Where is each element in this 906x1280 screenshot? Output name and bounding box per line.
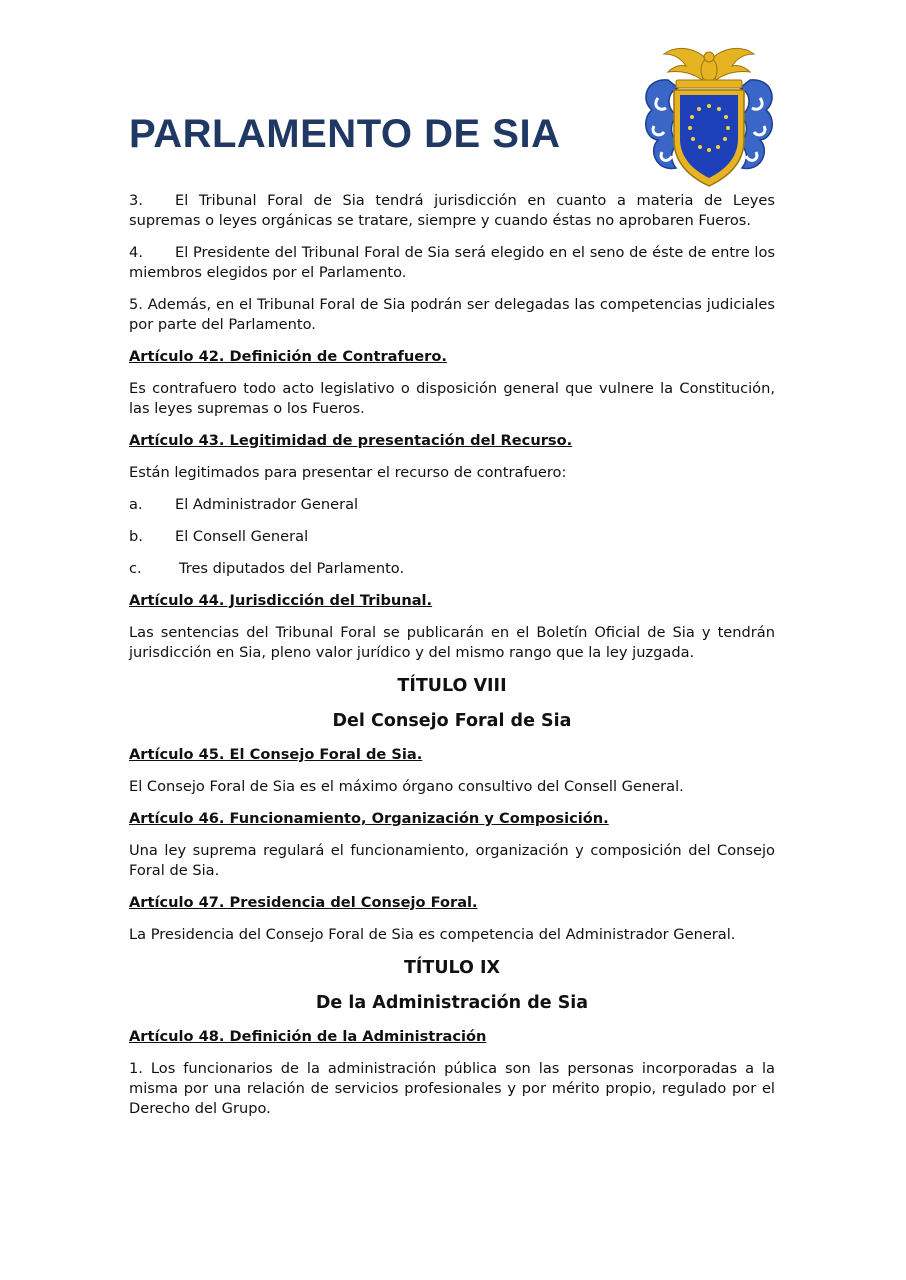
- title-ix-subheading: De la Administración de Sia: [315, 993, 589, 1013]
- page-title: PARLAMENTO DE SIA: [129, 112, 561, 156]
- title-viii-heading: TÍTULO VIII: [397, 676, 507, 696]
- title-viii-subheading: Del Consejo Foral de Sia: [332, 711, 572, 731]
- article-46-heading: Artículo 46. Funcionamiento, Organización y Composición.: [129, 810, 609, 827]
- article-43-heading: Artículo 43. Legitimidad de presentación del Recurso.: [129, 432, 573, 449]
- article-43-intro: Están legitimados para presentar el recurso de contrafuero:: [129, 464, 567, 481]
- article-44-heading: Artículo 44. Jurisdicción del Tribunal.: [129, 592, 433, 609]
- coat-of-arms-icon: [638, 40, 780, 188]
- article-42-heading: Artículo 42. Definición de Contrafuero.: [129, 348, 447, 365]
- article-44-text: Las sentencias del Tribunal Foral se publicarán en el Boletín Oficial de Sia y tendrán jurisdicción en Sia, pleno valor jurídico y del mismo rango que la ley juzgada.: [129, 624, 775, 661]
- paragraph-3: 3. El Tribunal Foral de Sia tendrá jurisdicción en cuanto a materia de Leyes supremas o leyes orgánicas se tratare, siempre y cuando éstas no aprobaren Fueros.: [129, 192, 775, 229]
- article-47-heading: Artículo 47. Presidencia del Consejo Foral.: [129, 894, 478, 911]
- article-48-text: 1. Los funcionarios de la administración pública son las personas incorporadas a la misma por una relación de servicios profesionales y por mérito propio, regulado por el Derecho del Grupo.: [129, 1060, 775, 1117]
- paragraph-4: 4. El Presidente del Tribunal Foral de Sia será elegido en el seno de éste de entre los miembros elegidos por el Parlamento.: [129, 244, 775, 281]
- article-46-text: Una ley suprema regulará el funcionamiento, organización y composición del Consejo Foral de Sia.: [129, 842, 775, 879]
- title-ix-heading: TÍTULO IX: [403, 958, 501, 978]
- document-body: [129, 191, 775, 1131]
- article-47-text: La Presidencia del Consejo Foral de Sia es competencia del Administrador General.: [129, 926, 736, 943]
- article-45-text: El Consejo Foral de Sia es el máximo órgano consultivo del Consell General.: [129, 778, 684, 795]
- article-45-heading: Artículo 45. El Consejo Foral de Sia.: [129, 746, 423, 763]
- article-48-heading: Artículo 48. Definición de la Administración: [129, 1028, 487, 1045]
- list-item: b. El Consell General: [129, 528, 309, 545]
- paragraph-5: 5. Además, en el Tribunal Foral de Sia podrán ser delegadas las competencias judiciales por parte del Parlamento.: [129, 296, 775, 333]
- list-item: a. El Administrador General: [129, 496, 359, 513]
- list-item: c. Tres diputados del Parlamento.: [129, 560, 405, 577]
- article-42-text: Es contrafuero todo acto legislativo o disposición general que vulnere la Constitución, las leyes supremas o los Fueros.: [129, 380, 775, 417]
